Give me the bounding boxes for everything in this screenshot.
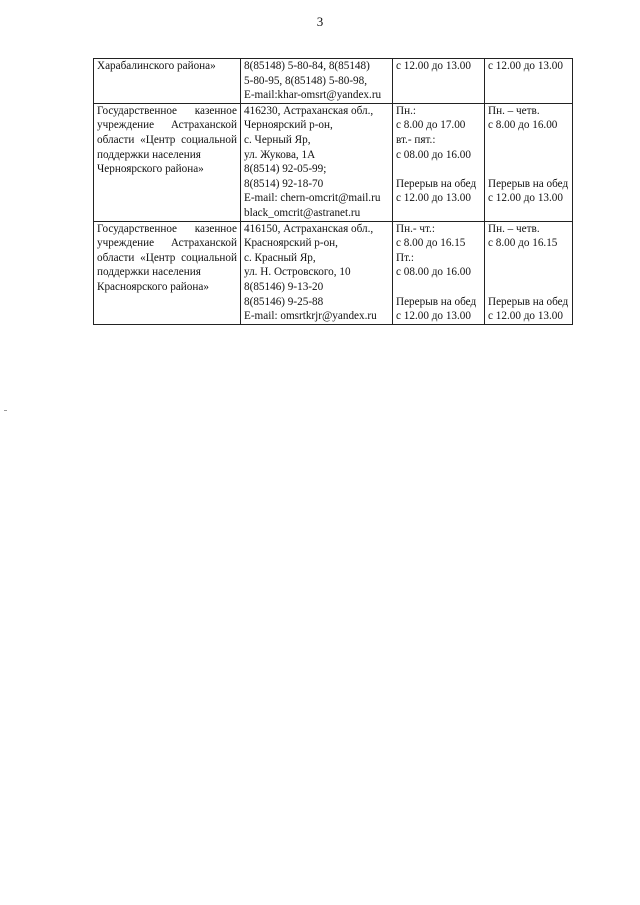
contact-line: 8(85146) 9-13-20	[244, 280, 324, 293]
org-name-line: поддержки населения	[97, 266, 201, 279]
schedule-line: Перерыв на обед	[488, 177, 569, 190]
schedule-alt-cell	[485, 103, 573, 221]
scan-margin-mark	[4, 410, 7, 411]
schedule-line: с 8.00 до 17.00	[396, 119, 466, 132]
page-number: 3	[316, 14, 324, 29]
contact-line: Черноярский р-он,	[244, 119, 333, 132]
contact-line: 8(85148) 5-80-84, 8(85148)	[244, 60, 370, 72]
contact-line: E-mail: chern-omcrit@mail.ru	[244, 192, 381, 205]
schedule-line: Пн. – четв.	[488, 222, 540, 235]
org-name-line: учреждение Астраханской	[97, 119, 237, 132]
schedule-line: с 12.00 до 13.00	[488, 192, 563, 205]
contact-cell	[241, 221, 393, 324]
blank-line	[488, 148, 569, 163]
schedule-line: Перерыв на обед	[396, 177, 477, 190]
contact-cell	[241, 59, 393, 104]
contact-line: 416230, Астраханская обл.,	[244, 104, 374, 117]
org-name-line: учреждение Астраханской	[97, 237, 237, 250]
schedule-line: Пт.:	[396, 251, 415, 264]
schedule-line: с 08.00 до 16.00	[396, 266, 471, 279]
schedule-line: с 8.00 до 16.15	[488, 237, 558, 250]
schedule-line: с 12.00 до 13.00	[396, 310, 471, 323]
blank-line	[396, 162, 481, 177]
contact-line: 416150, Астраханская обл.,	[244, 222, 374, 235]
contact-line: 5-80-95, 8(85148) 5-80-98,	[244, 74, 368, 87]
org-name-line: Государственное казенное	[97, 222, 237, 235]
schedule-weekday-cell	[393, 103, 485, 221]
contact-line: с. Красный Яр,	[244, 251, 316, 264]
org-name-line: Красноярского района»	[97, 280, 209, 293]
blank-line	[396, 280, 481, 295]
org-name-line: Государственное казенное	[97, 104, 237, 117]
schedule-alt-cell	[485, 221, 573, 324]
contact-line: E-mail: omsrtkrjr@yandex.ru	[244, 310, 377, 323]
contact-line: Красноярский р-он,	[244, 237, 338, 250]
schedule-line: Пн.:	[396, 104, 416, 117]
contact-line: ул. Н. Островского, 10	[244, 266, 351, 279]
org-name-line: Харабалинского района»	[97, 60, 216, 72]
contact-line: 8(8514) 92-18-70	[244, 177, 324, 190]
schedule-weekday-cell	[393, 221, 485, 324]
schedule-line: с 12.00 до 13.00	[396, 192, 471, 205]
blank-line	[488, 162, 569, 177]
schedule-line: с 8.00 до 16.00	[488, 119, 558, 132]
table-row	[94, 103, 573, 221]
org-name-cell	[94, 221, 241, 324]
org-name-line: области «Центр социальной	[97, 133, 237, 146]
contact-line: black_omcrit@astranet.ru	[244, 206, 361, 219]
blank-line	[488, 280, 569, 295]
schedule-line: с 12.00 до 13.00	[488, 310, 563, 323]
table-row	[94, 59, 573, 104]
contacts-table	[93, 58, 573, 325]
schedule-line: с 12.00 до 13.00	[488, 60, 563, 72]
schedule-alt-cell	[485, 59, 573, 104]
schedule-line: Перерыв на обед	[396, 295, 477, 308]
schedule-line: Пн.- чт.:	[396, 222, 435, 235]
org-name-cell	[94, 103, 241, 221]
contact-line: 8(8514) 92-05-99;	[244, 163, 327, 176]
contact-line: E-mail:khar-omsrt@yandex.ru	[244, 89, 382, 102]
contact-cell	[241, 103, 393, 221]
schedule-weekday-cell	[393, 59, 485, 104]
org-name-line: Черноярского района»	[97, 163, 204, 176]
schedule-line: с 08.00 до 16.00	[396, 148, 471, 161]
contacts-table-body	[94, 59, 573, 325]
schedule-line: Пн. – четв.	[488, 104, 540, 117]
schedule-line: Перерыв на обед	[488, 295, 569, 308]
org-name-cell	[94, 59, 241, 104]
org-name-line: области «Центр социальной	[97, 251, 237, 264]
org-name-line: поддержки населения	[97, 148, 201, 161]
blank-line	[488, 133, 569, 148]
blank-line	[488, 251, 569, 266]
table-row	[94, 221, 573, 324]
schedule-line: с 8.00 до 16.15	[396, 237, 466, 250]
contact-line: 8(85146) 9-25-88	[244, 295, 324, 308]
schedule-line: с 12.00 до 13.00	[396, 60, 471, 72]
blank-line	[488, 265, 569, 280]
contact-line: ул. Жукова, 1А	[244, 148, 316, 161]
contact-line: с. Черный Яр,	[244, 133, 311, 146]
schedule-line: вт.- пят.:	[396, 133, 436, 146]
